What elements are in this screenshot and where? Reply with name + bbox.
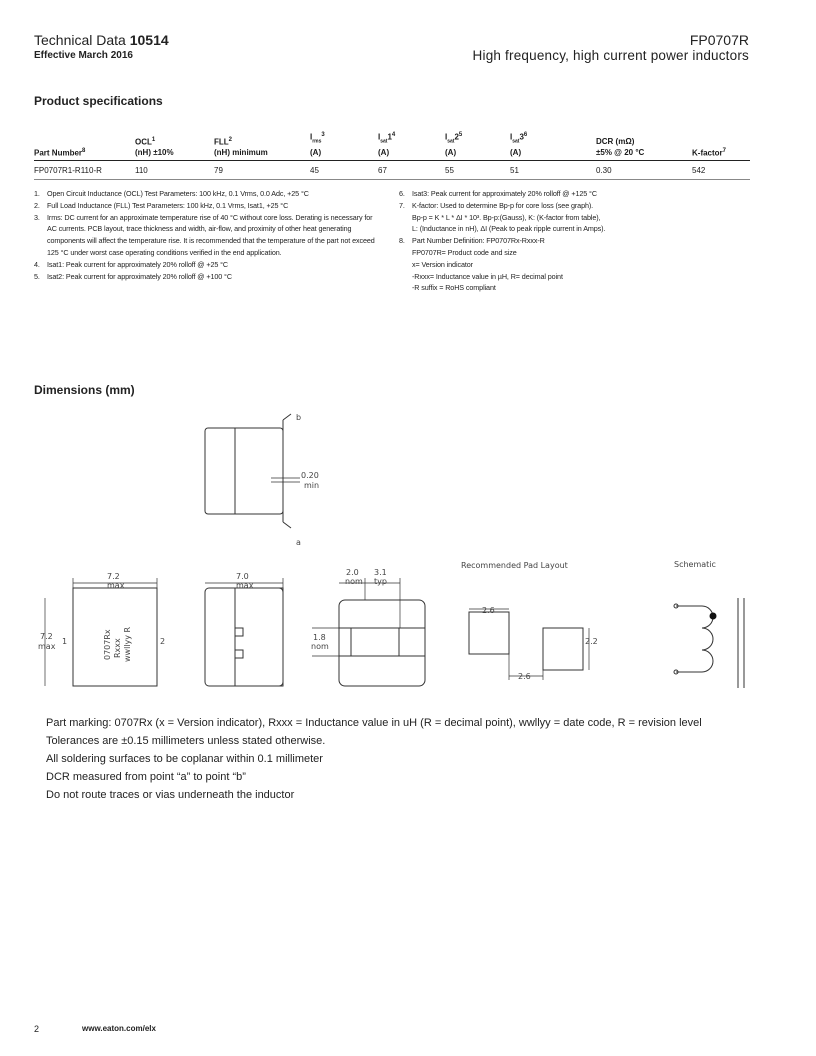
top-view-body [205,428,283,514]
part-family: FP0707R [689,32,749,48]
footnote-line: DCR measured from point “a” to point “b” [46,771,246,783]
pad-height-value: 2.2 [585,637,598,646]
note-text: x= Version indicator [412,259,473,269]
label-a: a [296,538,301,547]
spec-header-line2: (A) [378,148,390,158]
table-cell: 45 [310,161,378,180]
marking-line-2: Rxxx [113,638,122,658]
dim-section-title: Dimensions (mm) [34,383,135,397]
pad-right [543,628,583,670]
bottom-b-unit: typ [374,577,387,586]
note-text: L: (Inductance in nH), ΔI (Peak to peak ripple current in Amps). [412,224,606,234]
schematic-title: Schematic [674,560,716,569]
side-height-value: 7.2 [40,632,53,641]
note-number: 7. [399,200,405,210]
table-cell: 51 [510,161,596,180]
spec-section-title: Product specifications [34,94,163,108]
spec-header-line2: (A) [510,148,522,158]
note-text: Isat2: Peak current for approximately 20% rolloff @ +100 °C [47,271,232,281]
side-view-body [205,588,283,686]
side-width-value: 7.0 [236,572,249,581]
table-cell: 67 [378,161,445,180]
footnotes [46,714,702,804]
bottom-a-value: 2.0 [346,568,359,577]
note-text: Full Load Inductance (FLL) Test Parameters: 100 kHz, 0.1 Vrms, Isat1, +25 °C [47,200,289,210]
table-cell: FP0707R1-R110-R [34,161,135,180]
note-number: 4. [34,259,40,269]
bottom-view-body [339,600,425,686]
spec-header-line2: K-factor$^7$ [692,147,727,158]
pin-1: 1 [62,637,68,646]
spec-header-line2: (A) [445,148,457,158]
pad-layout-title: Recommended Pad Layout [461,561,568,570]
table-cell: 110 [135,161,214,180]
gap-value: 0.20 [301,471,319,480]
pad-gap-value: 2.6 [518,672,531,681]
doc-number: 10514 [129,32,169,48]
package-top-outline [73,588,157,686]
pad-left [469,612,509,654]
side-height-unit: max [38,642,56,651]
doc-subtitle: High frequency, high current power inductors [472,48,749,63]
spec-header-line2: ±5% @ 20 °C [596,148,645,158]
note-text: Irms: DC current for an approximate temperature rise of 40 °C without core loss. Derating is necessary for AC currents. PCB layout, trace thickness and width, air-flow, and proximity of other heat generating components will affect the temperature rise. It is recommended that the temperature of the part not exceed 125 °C under worst case operating conditions verified in the end application. [47,212,375,257]
bottom-pad-right [399,628,425,656]
note-text: Open Circuit Inductance (OCL) Test Parameters: 100 kHz, 0.1 Vrms, 0.0 Adc, +25 °C [47,189,309,198]
spec-header-line2: (nH) ±10% [135,148,174,158]
gap-unit: min [304,481,320,490]
marking-line-1: 0707Rx [103,629,112,660]
side-view-terminal [235,588,283,686]
spec-header-line2: Part Number$^8$ [34,147,86,158]
bottom-a-unit: nom [345,577,363,586]
spec-header-line1: $I_{sat}2^5$ [445,132,463,145]
spec-header-line1: $I_{sat}3^6$ [510,132,528,145]
spec-header-line1: FLL$^2$ [214,136,233,147]
note-text: Bp-p = K * L * ΔI * 10³. Bp-p:(Gauss), K: (K-factor from table), [412,212,601,222]
side-notch-2 [235,650,243,658]
top-width-value: 7.2 [107,572,120,581]
side-width-unit: max [236,581,254,590]
effective-date: Effective March 2016 [34,50,133,61]
footnote-line: Part marking: 0707Rx (x = Version indicator), Rxxx = Inductance value in uH (R = decimal point), wwllyy = date code, R = revision level [46,717,702,729]
bottom-c-unit: nom [311,642,329,651]
note-text: Isat3: Peak current for approximately 20% rolloff @ +125 °C [412,189,597,198]
leader-b [283,414,291,420]
spec-header-line1: $I_{rms}^3$ [310,132,325,145]
note-text: Part Number Definition: FP0707Rx-Rxxx-R [412,236,545,246]
note-number: 1. [34,189,40,198]
note-text: Isat1: Peak current for approximately 20% rolloff @ +25 °C [47,259,229,269]
spec-header-line2: (A) [310,148,322,158]
table-cell: 79 [214,161,310,180]
table-cell: 0.30 [596,161,692,180]
footer-url[interactable]: www.eaton.com/elx [82,1024,156,1033]
label-b: b [296,413,302,422]
note-number: 3. [34,212,40,222]
side-notch-1 [235,628,243,636]
bottom-pad-left [339,628,351,656]
note-number: 2. [34,200,40,210]
page-number: 2 [34,1024,40,1034]
pad-width-value: 2.6 [482,606,495,615]
table-cell: 55 [445,161,510,180]
pin-2: 2 [160,637,166,646]
footnote-line: All soldering surfaces to be coplanar within 0.1 millimeter [46,753,323,765]
note-number: 8. [399,236,405,246]
bottom-c-value: 1.8 [313,633,326,642]
spec-header-line1: DCR (mΩ) [596,137,635,147]
note-text: -Rxxx= Inductance value in µH, R= decimal point [412,271,563,281]
footnote-line: Tolerances are ±0.15 millimeters unless stated otherwise. [46,735,326,747]
spec-header-line1: $I_{sat}1^4$ [378,132,396,145]
note-number: 6. [399,189,405,198]
top-width-unit: max [107,581,125,590]
spec-header-line2: (nH) minimum [214,148,268,158]
note-text: FP0707R= Product code and size [412,247,517,257]
doc-prefix: Technical Data [34,32,126,48]
schematic-polarity-dot [710,613,717,620]
note-number: 5. [34,271,40,281]
note-text: -R suffix = RoHS compliant [412,283,496,293]
bottom-b-value: 3.1 [374,568,387,577]
spec-header-line1: OCL$^1$ [135,136,156,147]
footnote-line: Do not route traces or vias underneath the inductor [46,789,295,801]
marking-line-3: wwllyy R [123,626,132,662]
table-cell: 542 [692,161,750,180]
leader-a [283,522,291,528]
note-text: K-factor: Used to determine Bp-p for core loss (see graph). [412,200,594,210]
